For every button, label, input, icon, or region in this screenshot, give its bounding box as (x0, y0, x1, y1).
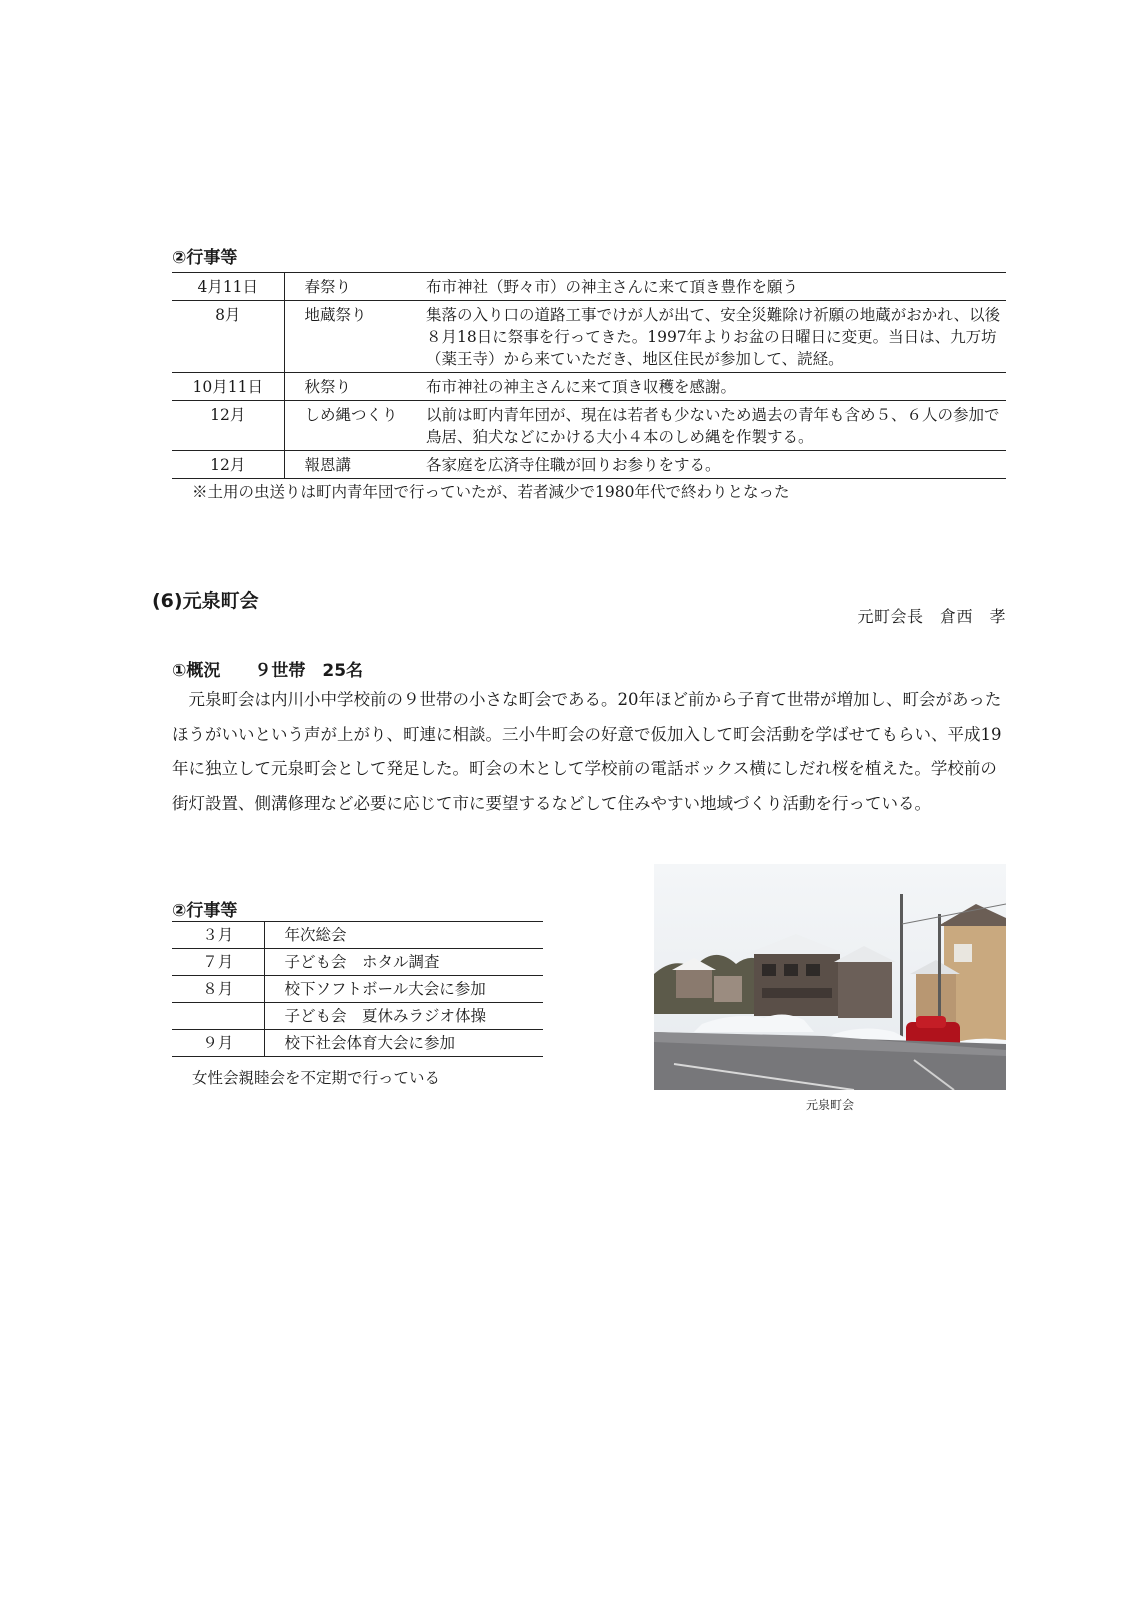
event-name: 報恩講 (284, 451, 426, 479)
overview-heading: ①概況 ９世帯 25名 (172, 661, 364, 681)
table-row (172, 451, 1006, 479)
overview-body: 元泉町会は内川小中学校前の９世帯の小さな町会である。20年ほど前から子育て世帯が増加し、町会があったほうがいいという声が上がり、町連に相談。三小牛町会の好意で仮加入して町会活動を学ばせてもらい、平成19年に独立して元泉町会として発足した。町会の木として学校前の電話ボックス横にしだれ桜を植えた。学校前の街灯設置、側溝修理など必要に応じて市に要望するなどして住みやすい地域づくり活動を行っている。 (172, 690, 1002, 813)
event-date: 12月 (172, 451, 284, 479)
events-note-2: 女性会親睦会を不定期で行っている (192, 1069, 441, 1087)
section-title: (6)元泉町会 (152, 590, 259, 612)
table-row (172, 1003, 543, 1030)
events-table-1 (172, 272, 1006, 479)
event-name: しめ縄つくり (284, 401, 426, 451)
event-desc: 集落の入り口の道路工事でけが人が出て、安全災難除け祈願の地蔵がおかれ、以後８月18日に祭事を行ってきた。1997年よりお盆の日曜日に変更。当日は、九万坊（薬王寺）から来ていただき、地区住民が参加して、読経。 (426, 301, 1006, 373)
table-row (172, 1030, 543, 1057)
event-desc: 布市神社の神主さんに来て頂き収穫を感謝。 (426, 373, 1006, 401)
event-name: 校下ソフトボール大会に参加 (264, 976, 543, 1003)
table-row (172, 401, 1006, 451)
event-date: ３月 (172, 922, 264, 949)
event-desc: 以前は町内青年団が、現在は若者も少ないため過去の青年も含め５、６人の参加で鳥居、狛犬などにかける大小４本のしめ縄を作製する。 (426, 401, 1006, 451)
photo-caption: 元泉町会 (805, 1098, 854, 1112)
table-row (172, 949, 543, 976)
event-date (172, 1003, 264, 1030)
table-row (172, 301, 1006, 373)
event-name: 子ども会 ホタル調査 (264, 949, 543, 976)
event-date: 10月11日 (172, 373, 284, 401)
event-date: ７月 (172, 949, 264, 976)
event-date: 8月 (172, 301, 284, 373)
event-date: 4月11日 (172, 273, 284, 301)
event-name: 子ども会 夏休みラジオ体操 (264, 1003, 543, 1030)
author: 元町会長 倉西 孝 (857, 607, 1006, 626)
table-row (172, 273, 1006, 301)
events-note-1: ※土用の虫送りは町内青年団で行っていたが、若者減少で1980年代で終わりとなった (192, 483, 790, 501)
event-name: 秋祭り (284, 373, 426, 401)
event-date: 12月 (172, 401, 284, 451)
street-photo (654, 864, 1006, 1090)
event-name: 年次総会 (264, 922, 543, 949)
event-name: 春祭り (284, 273, 426, 301)
events-table-2 (172, 921, 543, 1057)
table-row (172, 922, 543, 949)
event-desc: 布市神社（野々市）の神主さんに来て頂き豊作を願う (426, 273, 1006, 301)
table-row (172, 373, 1006, 401)
event-name: 地蔵祭り (284, 301, 426, 373)
table-row (172, 976, 543, 1003)
event-desc: 各家庭を広済寺住職が回りお参りをする。 (426, 451, 1006, 479)
event-date: ９月 (172, 1030, 264, 1057)
photo-illustration (654, 864, 1006, 1090)
events-heading-2: ②行事等 (172, 901, 238, 921)
event-date: ８月 (172, 976, 264, 1003)
events-heading-1: ②行事等 (172, 248, 238, 268)
event-name: 校下社会体育大会に参加 (264, 1030, 543, 1057)
